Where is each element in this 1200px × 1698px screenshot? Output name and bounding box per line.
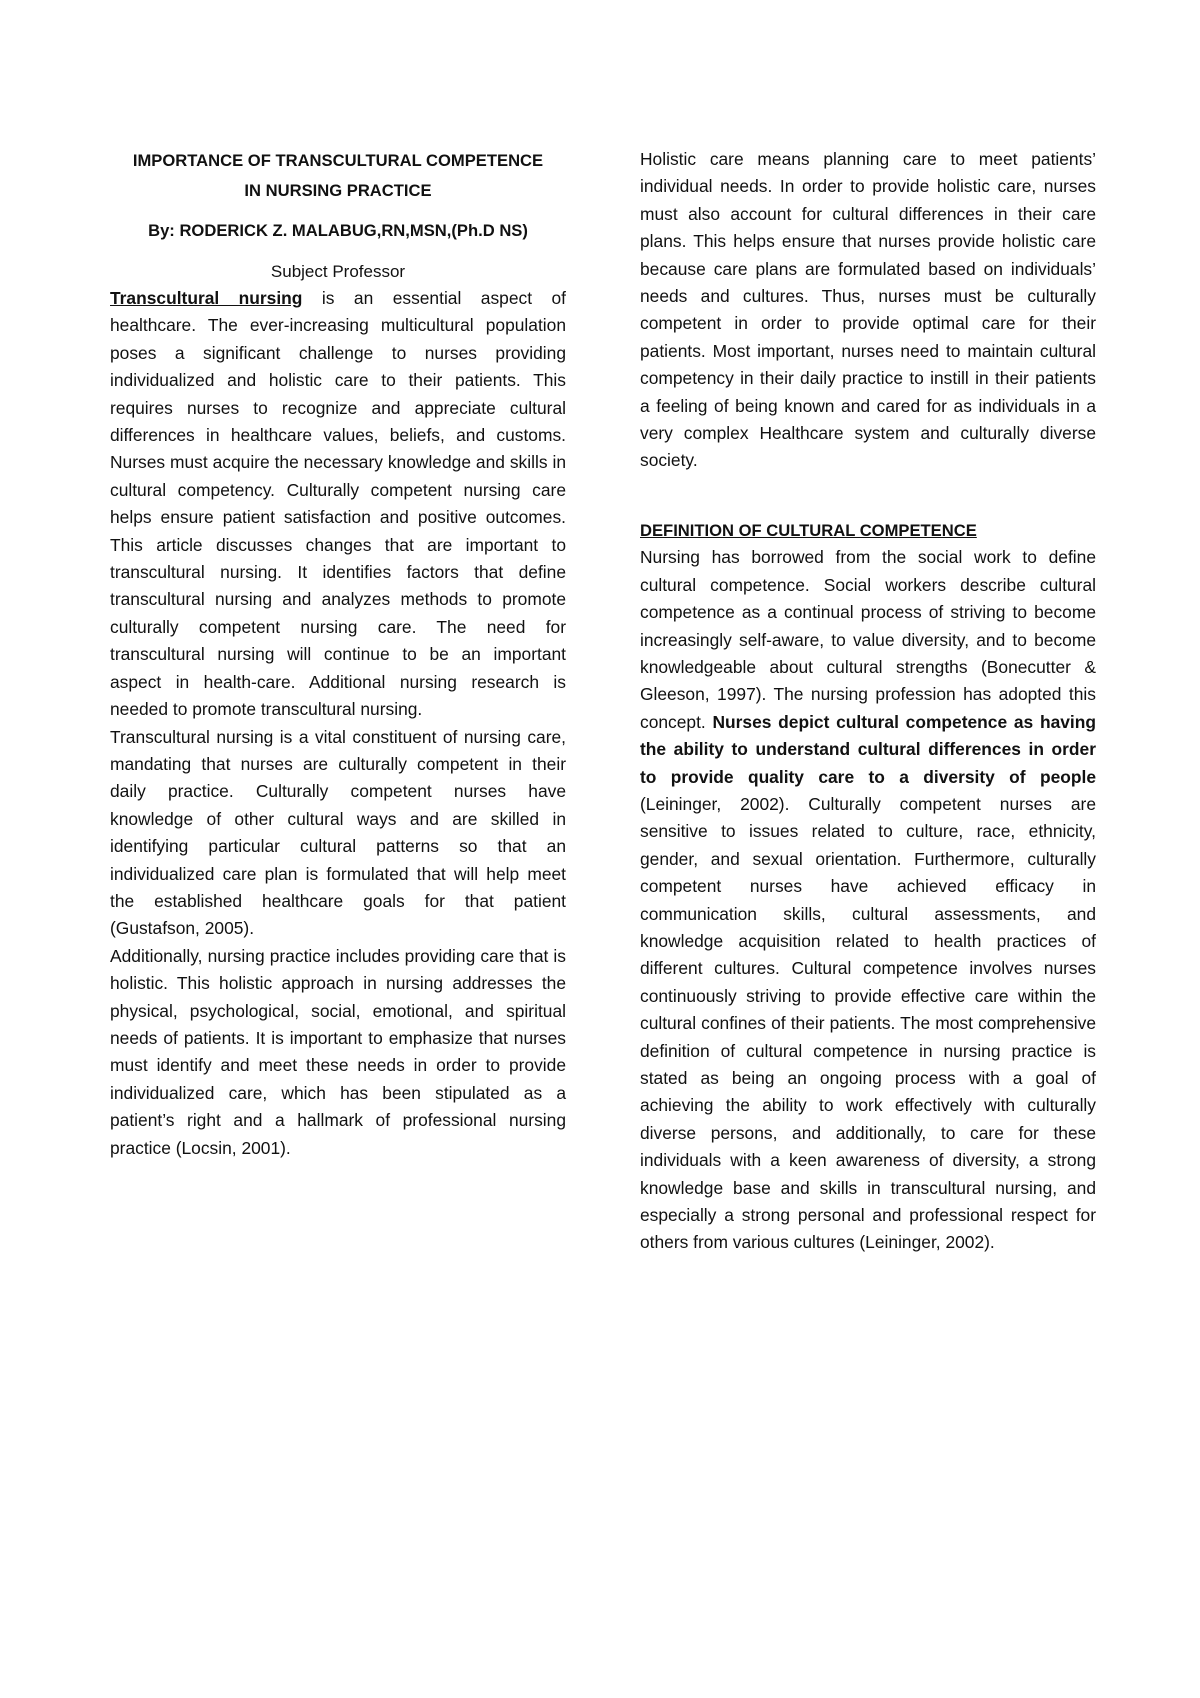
- intro-paragraph: [110, 285, 566, 724]
- definition-text-a: Nursing has borrowed from the social work to define cultural competence. Social workers describe cultural competence as a continual process of striving to become increasingly self-aware, to value diversity, and to become knowledgeable about cultural strengths (Bonecutter & Gleeson, 1997). The nursing profession has adopted this concept.: [640, 547, 1096, 732]
- author-byline: By: RODERICK Z. MALABUG,RN,MSN,(Ph.D NS): [148, 221, 528, 240]
- right-column: [640, 146, 1096, 1257]
- intro-paragraph-text: is an essential aspect of healthcare. The ever-increasing multicultural population poses a significant challenge to nurses providing individualized and holistic care to their patients. This requires nurses to recognize and appreciate cultural differences in healthcare values, beliefs, and customs. Nurses must acquire the necessary knowledge and skills in cultural competency. Culturally competent nursing care helps ensure patient satisfaction and positive outcomes. This article discusses changes that are important to transcultural nursing. It identifies factors that define transcultural nursing and analyzes methods to promote culturally competent nursing care. The need for transcultural nursing will continue to be an important aspect in health-care. Additional nursing research is needed to promote transcultural nursing.: [110, 288, 566, 720]
- definition-text-b: (Leininger, 2002). Culturally competent nurses are sensitive to issues related to culture, race, ethnicity, gender, and sexual orientation. Furthermore, culturally competent nurses have achieved efficacy in communication skills, cultural assessments, and knowledge acquisition related to health practices of different cultures. Cultural competence involves nurses continuously striving to provide effective care within the cultural confines of their patients. The most comprehensive definition of cultural competence in nursing practice is stated as being an ongoing process with a goal of achieving the ability to work effectively with culturally diverse persons, and additionally, to care for these individuals with a keen awareness of diversity, a strong knowledge base and skills in transcultural nursing, and especially a strong personal and professional respect for others from various cultures (Leininger, 2002).: [640, 793, 1096, 1253]
- key-term: Transcultural nursing: [110, 288, 303, 308]
- author-role: Subject Professor: [270, 262, 406, 281]
- definition-paragraph: [640, 544, 1096, 1257]
- section-heading: DEFINITION OF CULTURAL COMPETENCE: [640, 520, 977, 540]
- title-line-1: IMPORTANCE OF TRANSCULTURAL COMPETENCE: [132, 151, 544, 170]
- title-line-2: IN NURSING PRACTICE: [244, 181, 432, 200]
- left-column: [110, 146, 566, 1162]
- paragraph-3: Additionally, nursing practice includes providing care that is holistic. This holistic approach in nursing addresses the physical, psychological, social, emotional, and spiritual needs of patients. It is important to emphasize that nurses must identify and meet these needs in order to provide individualized care, which has been stipulated as a patient’s right and a hallmark of professional nursing practice (Locsin, 2001).: [110, 945, 566, 1158]
- paragraph-2: Transcultural nursing is a vital constituent of nursing care, mandating that nurses are culturally competent in their daily practice. Culturally competent nurses have knowledge of other cultural ways and are skilled in identifying particular cultural patterns so that an individualized care plan is formulated that will help meet the established healthcare goals for that patient (Gustafson, 2005).: [110, 726, 566, 939]
- holistic-care-paragraph: Holistic care means planning care to meet patients’ individual needs. In order to provide holistic care, nurses must also account for cultural differences in their care plans. This helps ensure that nurses provide holistic care because care plans are formulated based on individuals’ needs and cultures. Thus, nurses must be culturally competent in order to provide optimal care for their patients. Most important, nurses need to maintain cultural competency in their daily practice to instill in their patients a feeling of being known and cared for as individuals in a very complex Healthcare system and culturally diverse society.: [640, 149, 1096, 471]
- article-title: [110, 146, 566, 206]
- definition-emphasis: Nurses depict cultural competence as having the ability to understand cultural differences in order to provide quality care to a diversity of people: [640, 711, 1096, 787]
